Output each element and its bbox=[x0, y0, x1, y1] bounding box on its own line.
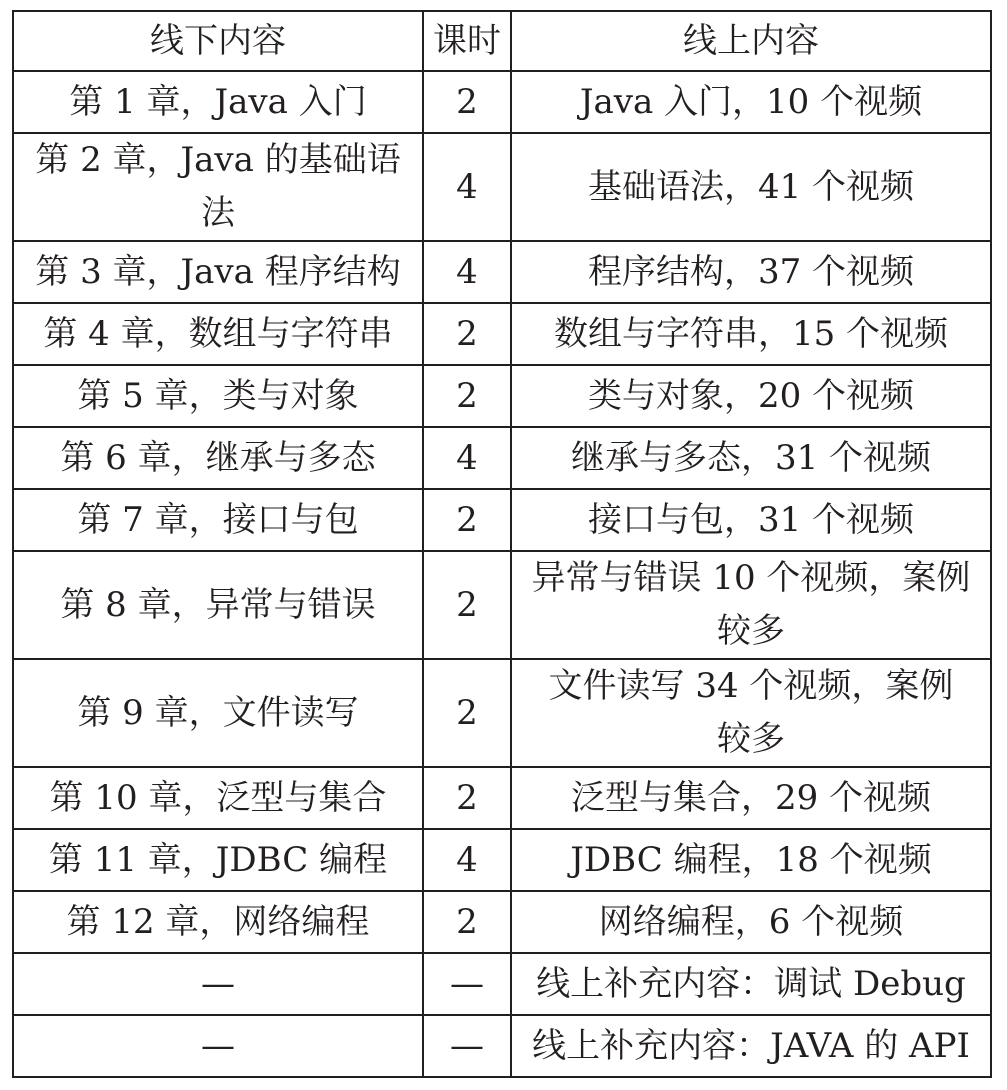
table-row bbox=[13, 71, 991, 133]
online-content-cell: 数组与字符串，15 个视频 bbox=[511, 303, 991, 365]
table-row bbox=[13, 659, 991, 767]
online-content-cell: 网络编程，6 个视频 bbox=[511, 891, 991, 953]
header-online-content: 线上内容 bbox=[511, 11, 991, 71]
offline-content-cell: 第 4 章，数组与字符串 bbox=[13, 303, 423, 365]
hours-cell: 4 bbox=[423, 427, 511, 489]
offline-content-cell: 第 3 章，Java 程序结构 bbox=[13, 241, 423, 303]
online-content-cell: 文件读写 34 个视频，案例较多 bbox=[511, 659, 991, 767]
hours-cell: 2 bbox=[423, 303, 511, 365]
online-content-cell: 异常与错误 10 个视频，案例较多 bbox=[511, 551, 991, 659]
table-row bbox=[13, 767, 991, 829]
online-content-cell: 接口与包，31 个视频 bbox=[511, 489, 991, 551]
hours-cell: — bbox=[423, 953, 511, 1015]
online-content-cell: JDBC 编程，18 个视频 bbox=[511, 829, 991, 891]
table-row bbox=[13, 365, 991, 427]
online-content-cell: 基础语法，41 个视频 bbox=[511, 133, 991, 241]
table-row bbox=[13, 133, 991, 241]
online-content-cell: 线上补充内容：调试 Debug bbox=[511, 953, 991, 1015]
table-row bbox=[13, 551, 991, 659]
online-content-cell: 线上补充内容：JAVA 的 API bbox=[511, 1015, 991, 1077]
table-row bbox=[13, 241, 991, 303]
online-content-cell: 泛型与集合，29 个视频 bbox=[511, 767, 991, 829]
hours-cell: 2 bbox=[423, 767, 511, 829]
online-content-cell: 类与对象，20 个视频 bbox=[511, 365, 991, 427]
hours-cell: 2 bbox=[423, 891, 511, 953]
table-row bbox=[13, 489, 991, 551]
offline-content-cell: 第 5 章，类与对象 bbox=[13, 365, 423, 427]
offline-content-cell: 第 9 章，文件读写 bbox=[13, 659, 423, 767]
offline-content-cell: 第 1 章，Java 入门 bbox=[13, 71, 423, 133]
offline-content-cell: 第 8 章，异常与错误 bbox=[13, 551, 423, 659]
header-hours: 课时 bbox=[423, 11, 511, 71]
table-row bbox=[13, 1015, 991, 1077]
table-header-row bbox=[13, 11, 991, 71]
header-offline-content: 线下内容 bbox=[13, 11, 423, 71]
hours-cell: 2 bbox=[423, 489, 511, 551]
hours-cell: 4 bbox=[423, 241, 511, 303]
hours-cell: 2 bbox=[423, 365, 511, 427]
offline-content-cell: 第 6 章，继承与多态 bbox=[13, 427, 423, 489]
hours-cell: 2 bbox=[423, 71, 511, 133]
offline-content-cell: 第 12 章，网络编程 bbox=[13, 891, 423, 953]
online-content-cell: 程序结构，37 个视频 bbox=[511, 241, 991, 303]
hours-cell: 2 bbox=[423, 551, 511, 659]
hours-cell: — bbox=[423, 1015, 511, 1077]
table-row bbox=[13, 953, 991, 1015]
offline-content-cell: 第 7 章，接口与包 bbox=[13, 489, 423, 551]
table-row bbox=[13, 427, 991, 489]
offline-content-cell: 第 2 章，Java 的基础语法 bbox=[13, 133, 423, 241]
offline-content-cell: 第 10 章，泛型与集合 bbox=[13, 767, 423, 829]
hours-cell: 2 bbox=[423, 659, 511, 767]
offline-content-cell: — bbox=[13, 1015, 423, 1077]
table-row bbox=[13, 303, 991, 365]
online-content-cell: 继承与多态，31 个视频 bbox=[511, 427, 991, 489]
online-content-cell: Java 入门，10 个视频 bbox=[511, 71, 991, 133]
table-row bbox=[13, 891, 991, 953]
course-table-container bbox=[12, 10, 992, 1078]
offline-content-cell: 第 11 章，JDBC 编程 bbox=[13, 829, 423, 891]
table-row bbox=[13, 829, 991, 891]
course-table bbox=[12, 10, 992, 1078]
hours-cell: 4 bbox=[423, 829, 511, 891]
offline-content-cell: — bbox=[13, 953, 423, 1015]
hours-cell: 4 bbox=[423, 133, 511, 241]
